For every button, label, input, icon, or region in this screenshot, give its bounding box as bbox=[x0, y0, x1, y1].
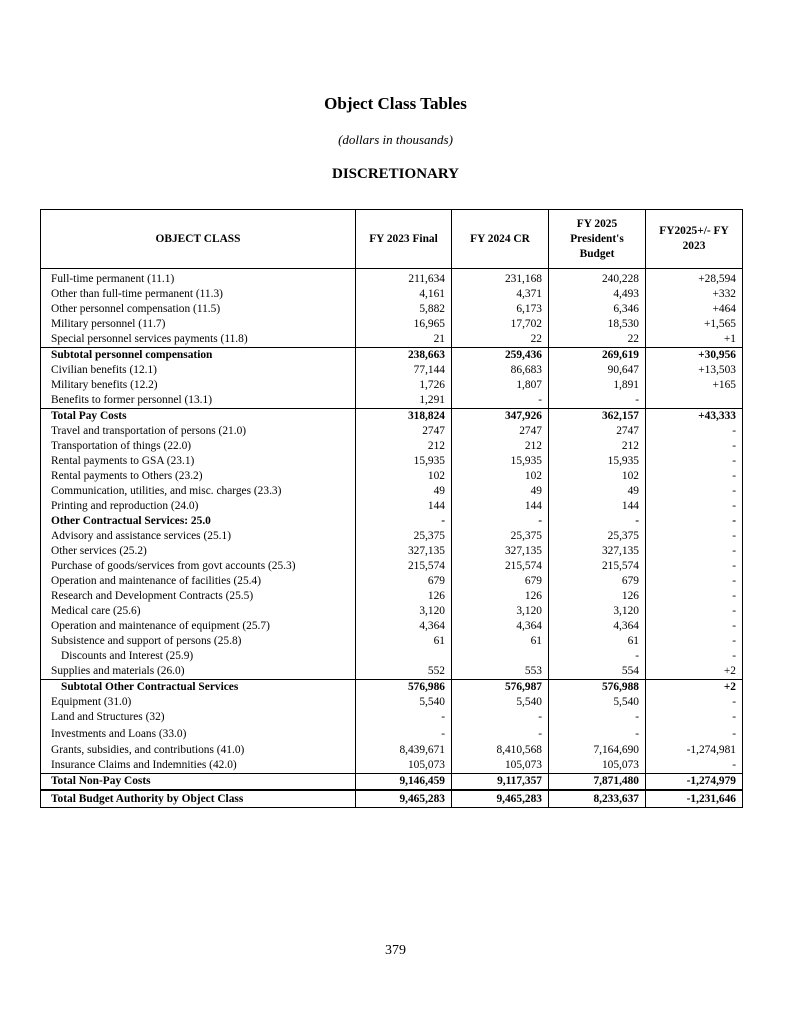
cell-fy2025: 679 bbox=[549, 574, 646, 589]
table-row bbox=[41, 317, 743, 332]
cell-fy2025: - bbox=[549, 710, 646, 725]
table-row bbox=[41, 409, 743, 425]
cell-fy2023: 25,375 bbox=[356, 529, 452, 544]
row-label: Advisory and assistance services (25.1) bbox=[41, 529, 356, 544]
cell-fy2023: 8,439,671 bbox=[356, 743, 452, 758]
cell-difference: +464 bbox=[646, 302, 743, 317]
cell-difference: +165 bbox=[646, 378, 743, 393]
row-label: Purchase of goods/services from govt accounts (25.3) bbox=[41, 559, 356, 574]
cell-fy2024: 15,935 bbox=[452, 454, 549, 469]
cell-fy2024: 5,540 bbox=[452, 695, 549, 710]
row-label: Other services (25.2) bbox=[41, 544, 356, 559]
table-row bbox=[41, 363, 743, 378]
row-label: Investments and Loans (33.0) bbox=[41, 725, 356, 743]
cell-fy2024: 3,120 bbox=[452, 604, 549, 619]
header-difference: FY2025+/- FY 2023 bbox=[646, 210, 743, 269]
cell-fy2024: 576,987 bbox=[452, 680, 549, 696]
row-label: Civilian benefits (12.1) bbox=[41, 363, 356, 378]
row-label: Other than full-time permanent (11.3) bbox=[41, 287, 356, 302]
table-row bbox=[41, 574, 743, 589]
row-label: Other personnel compensation (11.5) bbox=[41, 302, 356, 317]
cell-fy2024: 553 bbox=[452, 664, 549, 680]
cell-fy2023: 3,120 bbox=[356, 604, 452, 619]
cell-fy2025: 126 bbox=[549, 589, 646, 604]
cell-fy2024: 4,364 bbox=[452, 619, 549, 634]
cell-difference: - bbox=[646, 559, 743, 574]
cell-fy2023: 77,144 bbox=[356, 363, 452, 378]
row-label: Subsistence and support of persons (25.8) bbox=[41, 634, 356, 649]
table-row bbox=[41, 758, 743, 774]
cell-difference: - bbox=[646, 649, 743, 664]
row-label: Total Budget Authority by Object Class bbox=[41, 790, 356, 808]
row-label: Full-time permanent (11.1) bbox=[41, 269, 356, 288]
cell-fy2024: 17,702 bbox=[452, 317, 549, 332]
cell-fy2025: 215,574 bbox=[549, 559, 646, 574]
cell-difference: - bbox=[646, 710, 743, 725]
cell-fy2025: 212 bbox=[549, 439, 646, 454]
cell-fy2023: 105,073 bbox=[356, 758, 452, 774]
cell-difference: +2 bbox=[646, 680, 743, 696]
cell-fy2024: 126 bbox=[452, 589, 549, 604]
row-label: Printing and reproduction (24.0) bbox=[41, 499, 356, 514]
cell-fy2024: 105,073 bbox=[452, 758, 549, 774]
table-row bbox=[41, 269, 743, 288]
cell-fy2025: 5,540 bbox=[549, 695, 646, 710]
cell-fy2024: 215,574 bbox=[452, 559, 549, 574]
table-row bbox=[41, 634, 743, 649]
row-label: Operation and maintenance of facilities (25.4) bbox=[41, 574, 356, 589]
cell-difference bbox=[646, 393, 743, 409]
cell-fy2023: 15,935 bbox=[356, 454, 452, 469]
cell-fy2023: 49 bbox=[356, 484, 452, 499]
cell-difference: - bbox=[646, 758, 743, 774]
cell-fy2024: - bbox=[452, 725, 549, 743]
table-row bbox=[41, 710, 743, 725]
cell-fy2025: 102 bbox=[549, 469, 646, 484]
cell-fy2023: 1,726 bbox=[356, 378, 452, 393]
cell-fy2025: 25,375 bbox=[549, 529, 646, 544]
cell-fy2024: 49 bbox=[452, 484, 549, 499]
cell-difference: +13,503 bbox=[646, 363, 743, 378]
cell-difference: -1,231,646 bbox=[646, 790, 743, 808]
table-row bbox=[41, 348, 743, 364]
table-row bbox=[41, 680, 743, 696]
cell-fy2025: 61 bbox=[549, 634, 646, 649]
table-row bbox=[41, 499, 743, 514]
table-row bbox=[41, 469, 743, 484]
cell-fy2024: 212 bbox=[452, 439, 549, 454]
row-label: Military benefits (12.2) bbox=[41, 378, 356, 393]
row-label: Discounts and Interest (25.9) bbox=[41, 649, 356, 664]
cell-fy2023: 9,146,459 bbox=[356, 774, 452, 791]
cell-fy2024: - bbox=[452, 710, 549, 725]
cell-fy2023 bbox=[356, 649, 452, 664]
cell-fy2023: 212 bbox=[356, 439, 452, 454]
row-label: Subtotal personnel compensation bbox=[41, 348, 356, 364]
cell-fy2024: 25,375 bbox=[452, 529, 549, 544]
cell-fy2023: 679 bbox=[356, 574, 452, 589]
row-label: Research and Development Contracts (25.5) bbox=[41, 589, 356, 604]
cell-difference: +28,594 bbox=[646, 269, 743, 288]
cell-fy2024: 1,807 bbox=[452, 378, 549, 393]
table-row bbox=[41, 393, 743, 409]
row-label: Land and Structures (32) bbox=[41, 710, 356, 725]
cell-fy2024 bbox=[452, 649, 549, 664]
cell-difference: +43,333 bbox=[646, 409, 743, 425]
page-subtitle: (dollars in thousands) bbox=[338, 132, 453, 147]
table-row bbox=[41, 559, 743, 574]
row-label: Equipment (31.0) bbox=[41, 695, 356, 710]
cell-fy2025: 7,164,690 bbox=[549, 743, 646, 758]
table-row bbox=[41, 514, 743, 529]
table-row bbox=[41, 378, 743, 393]
cell-fy2024: 86,683 bbox=[452, 363, 549, 378]
cell-fy2024: - bbox=[452, 514, 549, 529]
header-fy2025: FY 2025 President's Budget bbox=[549, 210, 646, 269]
cell-fy2025: 240,228 bbox=[549, 269, 646, 288]
cell-difference: -1,274,981 bbox=[646, 743, 743, 758]
cell-fy2023: 1,291 bbox=[356, 393, 452, 409]
cell-fy2025: 105,073 bbox=[549, 758, 646, 774]
cell-difference: +2 bbox=[646, 664, 743, 680]
cell-difference: - bbox=[646, 725, 743, 743]
cell-fy2025: - bbox=[549, 649, 646, 664]
row-label: Supplies and materials (26.0) bbox=[41, 664, 356, 680]
row-label: Total Pay Costs bbox=[41, 409, 356, 425]
page-number: 379 bbox=[385, 943, 406, 958]
cell-difference: - bbox=[646, 469, 743, 484]
cell-difference: - bbox=[646, 424, 743, 439]
cell-difference: +332 bbox=[646, 287, 743, 302]
cell-fy2025: - bbox=[549, 393, 646, 409]
cell-difference: - bbox=[646, 499, 743, 514]
cell-fy2024: 347,926 bbox=[452, 409, 549, 425]
cell-fy2023: 576,986 bbox=[356, 680, 452, 696]
cell-fy2023: 215,574 bbox=[356, 559, 452, 574]
cell-fy2024: 144 bbox=[452, 499, 549, 514]
object-class-table bbox=[40, 209, 743, 808]
cell-fy2024: 102 bbox=[452, 469, 549, 484]
cell-fy2024: 231,168 bbox=[452, 269, 549, 288]
table-row bbox=[41, 484, 743, 499]
cell-fy2025: 2747 bbox=[549, 424, 646, 439]
table-row bbox=[41, 589, 743, 604]
cell-fy2023: 4,364 bbox=[356, 619, 452, 634]
row-label: Transportation of things (22.0) bbox=[41, 439, 356, 454]
table-row bbox=[41, 529, 743, 544]
row-label: Rental payments to GSA (23.1) bbox=[41, 454, 356, 469]
cell-fy2024: 22 bbox=[452, 332, 549, 348]
cell-difference: - bbox=[646, 529, 743, 544]
table-row bbox=[41, 439, 743, 454]
cell-fy2024: 9,117,357 bbox=[452, 774, 549, 791]
table-row bbox=[41, 649, 743, 664]
table-row bbox=[41, 725, 743, 743]
cell-fy2025: 22 bbox=[549, 332, 646, 348]
cell-fy2023: 5,540 bbox=[356, 695, 452, 710]
cell-difference: - bbox=[646, 619, 743, 634]
table-header-row bbox=[41, 210, 743, 269]
cell-fy2023: 552 bbox=[356, 664, 452, 680]
cell-fy2024: 679 bbox=[452, 574, 549, 589]
cell-difference: - bbox=[646, 634, 743, 649]
row-label: Rental payments to Others (23.2) bbox=[41, 469, 356, 484]
table-row bbox=[41, 302, 743, 317]
cell-difference: +1 bbox=[646, 332, 743, 348]
cell-difference: - bbox=[646, 484, 743, 499]
cell-difference: +30,956 bbox=[646, 348, 743, 364]
cell-fy2025: 3,120 bbox=[549, 604, 646, 619]
row-label: Communication, utilities, and misc. charges (23.3) bbox=[41, 484, 356, 499]
table-row bbox=[41, 332, 743, 348]
cell-fy2023: 21 bbox=[356, 332, 452, 348]
row-label: Grants, subsidies, and contributions (41.0) bbox=[41, 743, 356, 758]
table-row bbox=[41, 695, 743, 710]
section-heading: DISCRETIONARY bbox=[332, 166, 459, 182]
cell-difference: - bbox=[646, 439, 743, 454]
cell-fy2025: 8,233,637 bbox=[549, 790, 646, 808]
table-row bbox=[41, 287, 743, 302]
row-label: Other Contractual Services: 25.0 bbox=[41, 514, 356, 529]
cell-fy2023: 61 bbox=[356, 634, 452, 649]
row-label: Travel and transportation of persons (21.0) bbox=[41, 424, 356, 439]
cell-fy2024: 4,371 bbox=[452, 287, 549, 302]
cell-difference: - bbox=[646, 695, 743, 710]
cell-difference: - bbox=[646, 544, 743, 559]
cell-fy2023: 2747 bbox=[356, 424, 452, 439]
cell-fy2023: - bbox=[356, 725, 452, 743]
table-row bbox=[41, 790, 743, 808]
row-label: Military personnel (11.7) bbox=[41, 317, 356, 332]
cell-fy2024: 61 bbox=[452, 634, 549, 649]
cell-fy2023: 211,634 bbox=[356, 269, 452, 288]
cell-fy2025: - bbox=[549, 725, 646, 743]
cell-fy2025: 4,364 bbox=[549, 619, 646, 634]
cell-fy2023: 126 bbox=[356, 589, 452, 604]
table-row bbox=[41, 544, 743, 559]
cell-fy2024: 9,465,283 bbox=[452, 790, 549, 808]
table-row bbox=[41, 604, 743, 619]
cell-difference: - bbox=[646, 514, 743, 529]
cell-fy2023: - bbox=[356, 710, 452, 725]
cell-fy2025: 362,157 bbox=[549, 409, 646, 425]
cell-difference: - bbox=[646, 604, 743, 619]
cell-fy2024: 8,410,568 bbox=[452, 743, 549, 758]
cell-fy2025: 576,988 bbox=[549, 680, 646, 696]
row-label: Medical care (25.6) bbox=[41, 604, 356, 619]
cell-fy2023: - bbox=[356, 514, 452, 529]
cell-fy2025: 90,647 bbox=[549, 363, 646, 378]
cell-fy2024: 2747 bbox=[452, 424, 549, 439]
cell-fy2025: 6,346 bbox=[549, 302, 646, 317]
cell-fy2023: 9,465,283 bbox=[356, 790, 452, 808]
cell-fy2023: 318,824 bbox=[356, 409, 452, 425]
table-row bbox=[41, 424, 743, 439]
row-label: Benefits to former personnel (13.1) bbox=[41, 393, 356, 409]
cell-fy2025: 7,871,480 bbox=[549, 774, 646, 791]
cell-difference: -1,274,979 bbox=[646, 774, 743, 791]
cell-fy2025: 15,935 bbox=[549, 454, 646, 469]
cell-fy2025: 18,530 bbox=[549, 317, 646, 332]
row-label: Insurance Claims and Indemnities (42.0) bbox=[41, 758, 356, 774]
table-row bbox=[41, 619, 743, 634]
table-row bbox=[41, 774, 743, 791]
cell-fy2025: - bbox=[549, 514, 646, 529]
cell-fy2023: 5,882 bbox=[356, 302, 452, 317]
cell-fy2023: 238,663 bbox=[356, 348, 452, 364]
cell-fy2024: 327,135 bbox=[452, 544, 549, 559]
cell-fy2025: 554 bbox=[549, 664, 646, 680]
header-object-class: OBJECT CLASS bbox=[41, 210, 356, 269]
cell-fy2023: 327,135 bbox=[356, 544, 452, 559]
cell-fy2025: 4,493 bbox=[549, 287, 646, 302]
cell-fy2025: 49 bbox=[549, 484, 646, 499]
cell-difference: +1,565 bbox=[646, 317, 743, 332]
cell-fy2024: 6,173 bbox=[452, 302, 549, 317]
cell-difference: - bbox=[646, 454, 743, 469]
cell-fy2023: 102 bbox=[356, 469, 452, 484]
cell-fy2023: 4,161 bbox=[356, 287, 452, 302]
row-label: Special personnel services payments (11.8) bbox=[41, 332, 356, 348]
cell-fy2025: 269,619 bbox=[549, 348, 646, 364]
cell-fy2023: 16,965 bbox=[356, 317, 452, 332]
table-row bbox=[41, 743, 743, 758]
cell-fy2024: 259,436 bbox=[452, 348, 549, 364]
table-row bbox=[41, 454, 743, 469]
cell-fy2025: 1,891 bbox=[549, 378, 646, 393]
cell-fy2025: 144 bbox=[549, 499, 646, 514]
header-fy2023: FY 2023 Final bbox=[356, 210, 452, 269]
header-fy2024: FY 2024 CR bbox=[452, 210, 549, 269]
row-label: Total Non-Pay Costs bbox=[41, 774, 356, 791]
cell-fy2024: - bbox=[452, 393, 549, 409]
cell-fy2025: 327,135 bbox=[549, 544, 646, 559]
cell-difference: - bbox=[646, 589, 743, 604]
table-row bbox=[41, 664, 743, 680]
cell-difference: - bbox=[646, 574, 743, 589]
cell-fy2023: 144 bbox=[356, 499, 452, 514]
row-label: Operation and maintenance of equipment (25.7) bbox=[41, 619, 356, 634]
page-title: Object Class Tables bbox=[324, 94, 467, 113]
row-label: Subtotal Other Contractual Services bbox=[41, 680, 356, 696]
